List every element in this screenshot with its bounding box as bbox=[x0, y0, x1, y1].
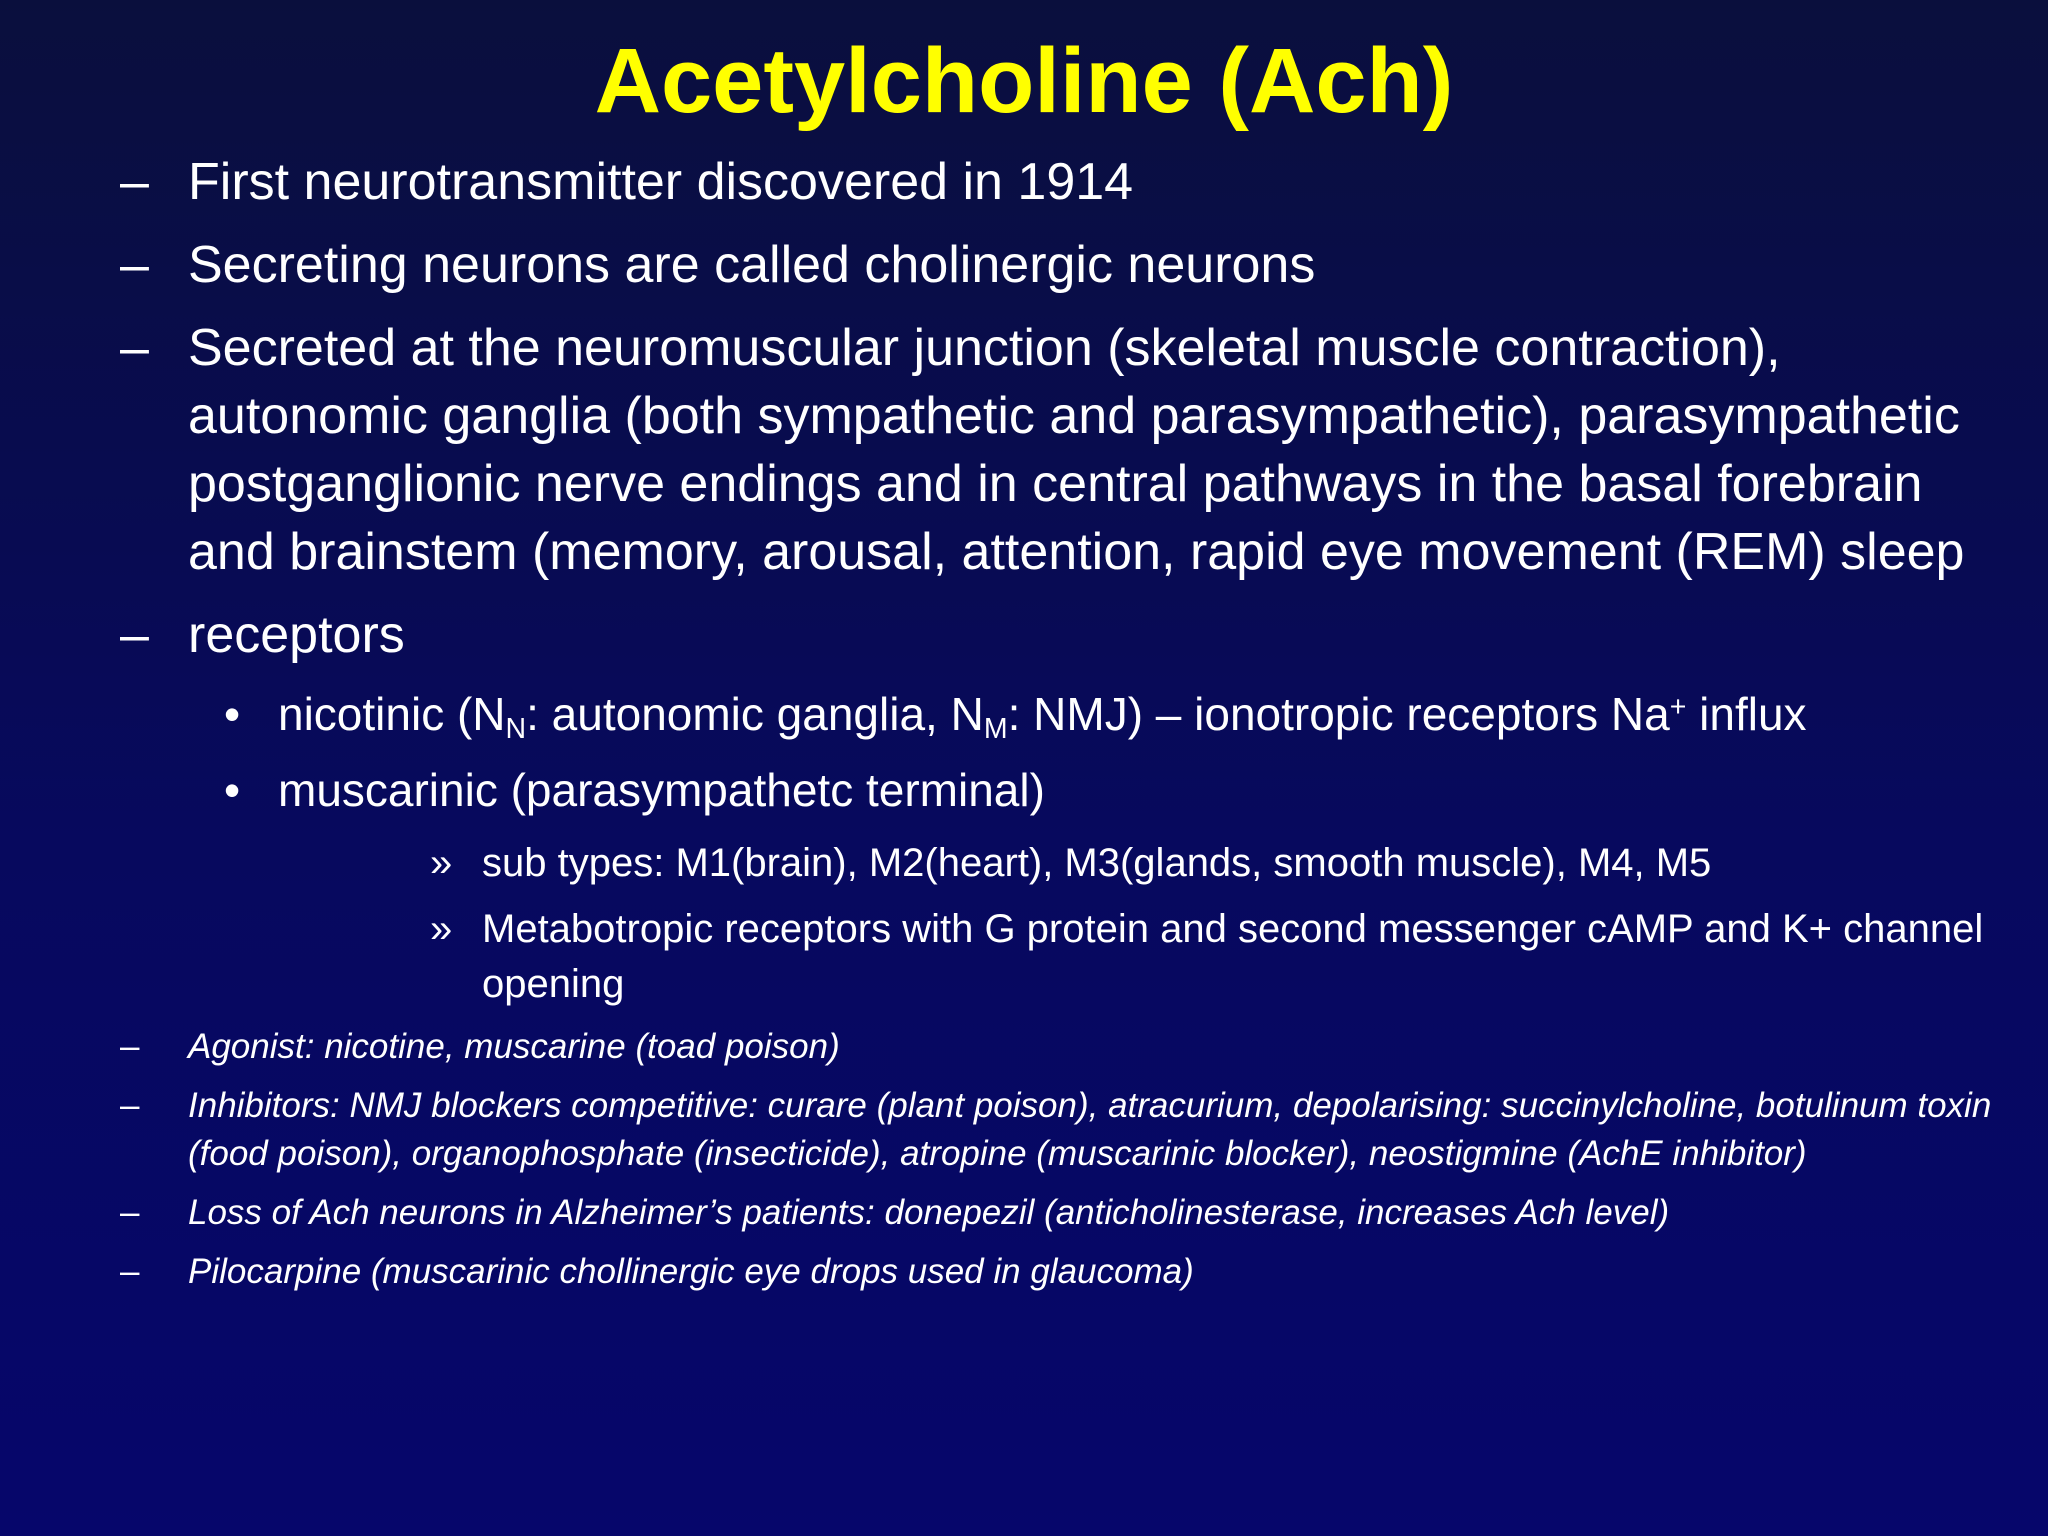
bullet-item-cholinergic-neurons bbox=[120, 231, 2020, 299]
nicotinic-part: influx bbox=[1686, 688, 1807, 740]
sub-bullet-nicotinic bbox=[224, 684, 2020, 744]
nicotinic-part: nicotinic (N bbox=[278, 688, 506, 740]
subtypes-text: sub types: M1(brain), M2(heart), M3(glands, smooth muscle), M4, M5 bbox=[482, 841, 1712, 885]
note-text: Agonist: nicotine, muscarine (toad poison) bbox=[188, 1027, 840, 1066]
muscarinic-text: muscarinic (parasympathetc terminal) bbox=[278, 764, 1045, 816]
sub-bullet-muscarinic bbox=[224, 760, 2020, 820]
bullet-item-secretion-sites bbox=[120, 314, 2020, 586]
note-text: Pilocarpine (muscarinic chollinergic eye drops used in glaucoma) bbox=[188, 1252, 1194, 1291]
nicotinic-part: : autonomic ganglia, N bbox=[526, 688, 984, 740]
bullet-text: receptors bbox=[188, 606, 405, 664]
muscarinic-subtypes bbox=[430, 836, 2020, 891]
superscript-plus: + bbox=[1669, 690, 1687, 723]
note-text: Inhibitors: NMJ blockers competitive: curare (plant poison), atracurium, depolarising: succinylcholine, botulinum toxin (food poison), organophosphate (insecticide), atropine (muscarinic blocker), neostigmine (AchE inhibitor) bbox=[188, 1086, 1992, 1173]
dash-bullet-icon: – bbox=[120, 1252, 140, 1291]
muscarinic-metabotropic bbox=[430, 902, 2020, 1012]
note-inhibitors bbox=[120, 1082, 2020, 1178]
note-pilocarpine bbox=[120, 1248, 2020, 1296]
bullet-text: Secreted at the neuromuscular junction (skeletal muscle contraction), autonomic ganglia (both sympathetic and parasympathetic), parasympathetic postganglionic nerve endings and in central pathways in the basal forebrain and brainstem (memory, arousal, attention, rapid eye movement (REM) sleep bbox=[188, 319, 1965, 581]
note-text: Loss of Ach neurons in Alzheimer’s patients: donepezil (anticholinesterase, increases Ach level) bbox=[188, 1193, 1670, 1232]
chevron-bullet-icon: » bbox=[430, 907, 453, 951]
dash-bullet-icon: – bbox=[120, 153, 149, 211]
slide-body bbox=[120, 148, 2020, 1307]
bullet-text: First neurotransmitter discovered in 1914 bbox=[188, 153, 1134, 211]
chevron-bullet-icon: » bbox=[430, 841, 453, 885]
subscript-n: N bbox=[505, 712, 527, 745]
dash-bullet-icon: – bbox=[120, 1086, 140, 1125]
metabotropic-text: Metabotropic receptors with G protein and second messenger cAMP and K+ channel opening bbox=[482, 907, 1984, 1006]
bullet-item-receptors bbox=[120, 601, 2020, 669]
dash-bullet-icon: – bbox=[120, 1027, 140, 1066]
nicotinic-part: : NMJ) – ionotropic receptors Na bbox=[1007, 688, 1670, 740]
dash-bullet-icon: – bbox=[120, 606, 149, 664]
note-alzheimers bbox=[120, 1189, 2020, 1237]
note-agonist bbox=[120, 1023, 2020, 1071]
bullet-item-discovery bbox=[120, 148, 2020, 216]
slide-title: Acetylcholine (Ach) bbox=[594, 30, 1454, 132]
nicotinic-text bbox=[278, 684, 2020, 744]
dash-bullet-icon: – bbox=[120, 1193, 140, 1232]
subscript-m: M bbox=[983, 712, 1008, 745]
dash-bullet-icon: – bbox=[120, 236, 149, 294]
dash-bullet-icon: – bbox=[120, 319, 149, 377]
dot-bullet-icon: • bbox=[224, 764, 241, 816]
dot-bullet-icon: • bbox=[224, 688, 241, 740]
bullet-text: Secreting neurons are called cholinergic neurons bbox=[188, 236, 1316, 294]
